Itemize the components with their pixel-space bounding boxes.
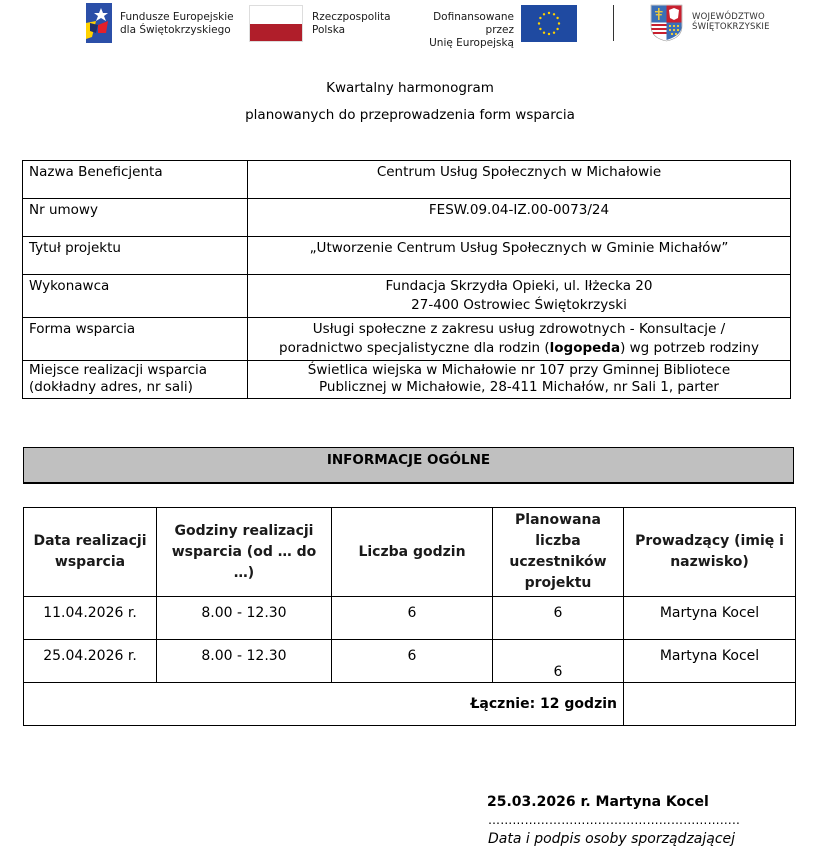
cell-hours-count: 6: [332, 597, 493, 640]
total-hours: Łącznie: 12 godzin: [24, 683, 624, 726]
info-label: Nazwa Beneficjenta: [23, 161, 248, 199]
document-title-line1: Kwartalny harmonogram: [326, 80, 494, 96]
total-empty-cell: [624, 683, 796, 726]
specialist-type: logopeda: [549, 340, 621, 356]
info-label: Tytuł projektu: [23, 237, 248, 275]
cell-leader: Martyna Kocel: [624, 640, 796, 683]
col-header-leader: Prowadzący (imię i nazwisko): [624, 508, 796, 597]
cell-date: 11.04.2026 r.: [24, 597, 157, 640]
poland-flag-icon: [249, 5, 303, 42]
total-row: [24, 683, 796, 726]
info-row-support-form: [23, 318, 791, 361]
eu-cofinanced-text: Dofinansowane przez Unię Europejską: [429, 11, 514, 49]
wojewodztwo-text: WOJEWÓDZTWO ŚWIĘTOKRZYSKIE: [692, 12, 770, 32]
eu-flag-icon: [521, 5, 577, 42]
col-header-date: Data realizacji wsparcia: [24, 508, 157, 597]
project-info-table: [22, 160, 791, 399]
cell-participants: 6: [493, 597, 624, 640]
schedule-header-row: [24, 508, 796, 597]
signature-date-name: 25.03.2026 r. Martyna Kocel: [487, 794, 709, 810]
cell-hours-count: 6: [332, 640, 493, 683]
signature-caption: Data i podpis osoby sporządzającej: [488, 831, 736, 847]
info-row-project-title: [23, 237, 791, 275]
info-label: Wykonawca: [23, 275, 248, 318]
info-value: „Utworzenie Centrum Usług Społecznych w Gminie Michałów”: [248, 237, 791, 275]
schedule-table: [23, 507, 796, 726]
swietokrzyskie-coat-of-arms-icon: [650, 4, 683, 42]
logo-separator: [613, 5, 614, 41]
info-row-beneficiary: [23, 161, 791, 199]
cell-date: 25.04.2026 r.: [24, 640, 157, 683]
col-header-hours-count: Liczba godzin: [332, 508, 493, 597]
table-row: [24, 597, 796, 640]
general-info-header: INFORMACJE OGÓLNE: [23, 447, 794, 484]
col-header-participants: Planowana liczba uczestników projektu: [493, 508, 624, 597]
cell-hours: 8.00 - 12.30: [157, 597, 332, 640]
document-title-line2: planowanych do przeprowadzenia form wsparcia: [245, 107, 575, 123]
cell-leader: Martyna Kocel: [624, 597, 796, 640]
info-row-location: [23, 361, 791, 399]
info-label: Nr umowy: [23, 199, 248, 237]
info-value: Fundacja Skrzydła Opieki, ul. Iłżecka 20 27-400 Ostrowiec Świętokrzyski: [248, 275, 791, 318]
signature-line: ……………………………………………………..: [488, 813, 741, 827]
rzeczpospolita-text: Rzeczpospolita Polska: [312, 11, 391, 36]
cell-hours: 8.00 - 12.30: [157, 640, 332, 683]
cell-participants: 6: [493, 640, 624, 683]
info-row-contract-number: [23, 199, 791, 237]
fundusze-europejskie-text: Fundusze Europejskie dla Świętokrzyskiego: [120, 11, 234, 36]
col-header-hours-range: Godziny realizacji wsparcia (od … do …): [157, 508, 332, 597]
info-value: Świetlica wiejska w Michałowie nr 107 przy Gminnej Bibliotece Publicznej w Michałowie, 28-411 Michałów, nr Sali 1, parter: [248, 361, 791, 399]
table-row: [24, 640, 796, 683]
fundusze-europejskie-logo-icon: [86, 3, 112, 43]
info-row-contractor: [23, 275, 791, 318]
info-label: Forma wsparcia: [23, 318, 248, 361]
info-label: Miejsce realizacji wsparcia (dokładny adres, nr sali): [23, 361, 248, 399]
info-value: Usługi społeczne z zakresu usług zdrowotnych - Konsultacje / poradnictwo specjalistyczne dla rodzin (logopeda) wg potrzeb rodziny: [248, 318, 791, 361]
info-value: Centrum Usług Społecznych w Michałowie: [248, 161, 791, 199]
info-value: FESW.09.04-IZ.00-0073/24: [248, 199, 791, 237]
